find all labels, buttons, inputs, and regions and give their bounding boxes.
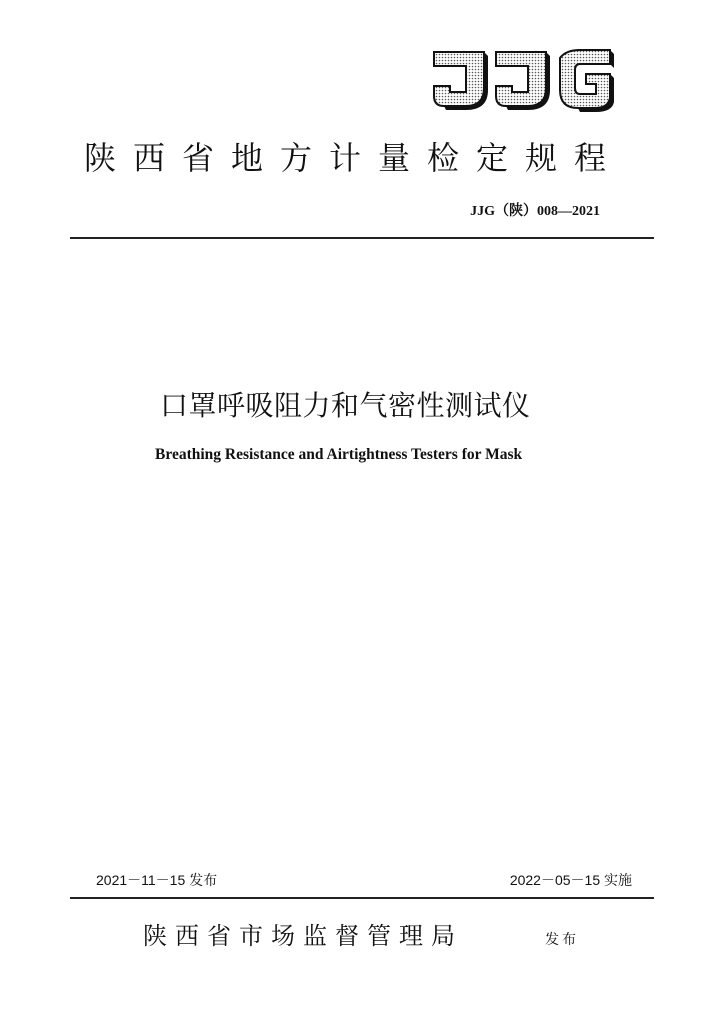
document-title-chinese: 口罩呼吸阻力和气密性测试仪	[160, 389, 531, 422]
top-divider	[70, 237, 654, 239]
regulation-type-title: 陕西省地方计量检定规程	[84, 139, 624, 177]
bottom-divider	[70, 897, 654, 899]
document-title-english: Breathing Resistance and Airtightness Testers for Mask	[155, 446, 523, 463]
publish-label: 发布	[545, 932, 579, 948]
standard-code: JJG（陕）008—2021	[470, 204, 600, 219]
publisher-name: 陕西省市场监督管理局	[143, 922, 463, 950]
effective-date: 2022－05－15 实施	[509, 872, 632, 888]
jjg-logo	[426, 44, 616, 112]
issue-date: 2021－11－15 发布	[96, 872, 218, 888]
jjg-logo-icon	[426, 44, 616, 112]
